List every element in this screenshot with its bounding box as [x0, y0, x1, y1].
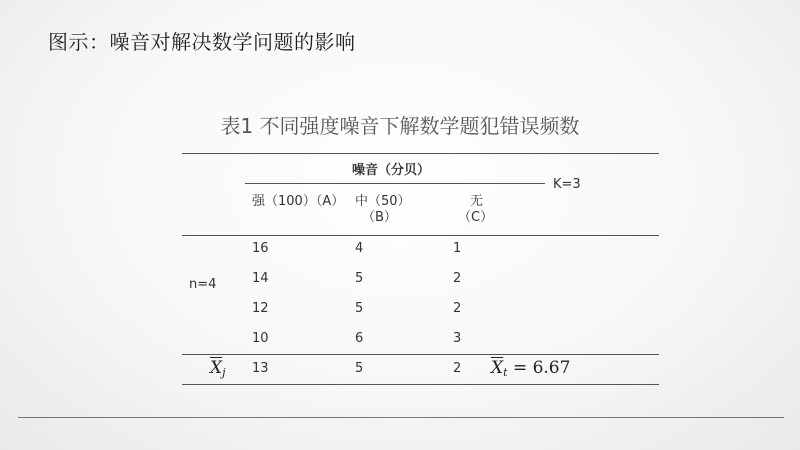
table-cell: 10: [252, 331, 269, 346]
table-cell: 1: [453, 241, 462, 256]
grand-mean-value: = 6.67: [512, 358, 571, 378]
bottom-rule: [182, 384, 659, 385]
group-header: 噪音（分贝）: [352, 163, 431, 178]
mean-row-subscript: j: [222, 366, 226, 379]
table-cell: 3: [453, 331, 462, 346]
group-header-rule: [245, 183, 545, 184]
mean-row-symbol: $\overline{X}$: [210, 358, 223, 378]
column-header-b-sub: （B）: [362, 210, 397, 225]
slide-bottom-line: [18, 417, 784, 418]
slide-title: 图示：噪音对解决数学问题的影响: [48, 30, 356, 54]
mean-cell: 5: [355, 361, 364, 376]
table-cell: 4: [355, 241, 364, 256]
mean-row-label: [210, 358, 226, 379]
column-header-c: 无: [470, 194, 484, 209]
table-caption: 表1 不同强度噪音下解数学题犯错误频数: [220, 114, 580, 138]
grand-mean-symbol: $\overline{X}$: [491, 358, 504, 378]
table-cell: 16: [252, 241, 269, 256]
top-rule: [182, 153, 659, 154]
mean-cell: 13: [252, 361, 269, 376]
table-cell: 12: [252, 301, 269, 316]
table-cell: 14: [252, 271, 269, 286]
table-cell: 2: [453, 271, 462, 286]
table-cell: 5: [355, 301, 364, 316]
grand-mean-subscript: t: [503, 366, 508, 379]
table-cell: 5: [355, 271, 364, 286]
header-bottom-rule: [182, 235, 659, 236]
column-header-a: 强（100）（A）: [252, 194, 345, 209]
mean-row-top-rule: [182, 354, 659, 355]
table-cell: 6: [355, 331, 364, 346]
column-header-b: 中（50）: [355, 194, 411, 209]
table-cell: 2: [453, 301, 462, 316]
k-label: K=3: [553, 177, 581, 192]
column-header-c-sub: （C）: [458, 210, 494, 225]
mean-cell: 2: [453, 361, 462, 376]
n-label: n=4: [189, 277, 217, 292]
grand-mean: [491, 358, 570, 379]
